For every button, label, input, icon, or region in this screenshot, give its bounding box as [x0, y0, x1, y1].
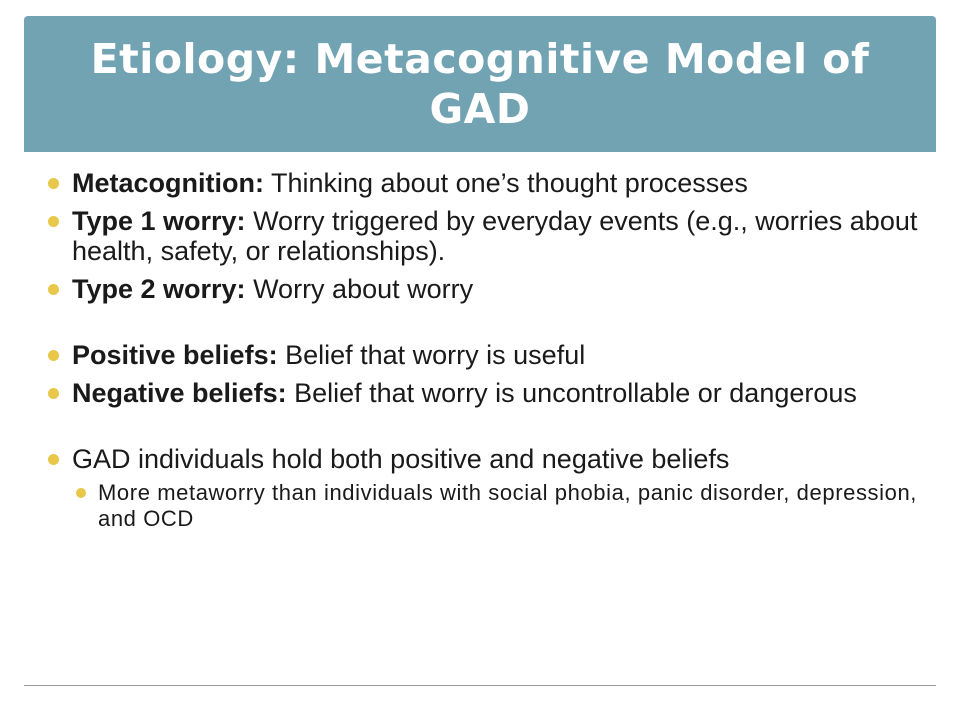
sub-bullet-text: More metaworry than individuals with social phobia, panic disorder, depression, and OCD: [98, 480, 918, 531]
bullet-text: Belief that worry is uncontrollable or dangerous: [286, 378, 857, 408]
sub-bullet-list: [72, 480, 926, 532]
bullet-term: Type 1 worry:: [72, 206, 246, 236]
bullet-gad-individuals: [46, 444, 926, 532]
slide-content: [46, 168, 926, 540]
sub-bullet-dot-icon: [76, 488, 86, 498]
bullet-term: Positive beliefs:: [72, 340, 278, 370]
bullet-term: Negative beliefs:: [72, 378, 287, 408]
bullet-text: GAD individuals hold both positive and negative beliefs: [72, 444, 730, 474]
bullet-type2-worry: [46, 274, 926, 304]
bullet-negative-beliefs: [46, 378, 926, 408]
bullet-positive-beliefs: [46, 340, 926, 370]
sub-bullet-metaworry: [72, 480, 926, 532]
bullet-type1-worry: [46, 206, 926, 266]
bullet-term: Metacognition:: [72, 168, 264, 198]
bullet-dot-icon: [48, 454, 59, 465]
bullet-text: Worry about worry: [245, 274, 474, 304]
bullet-dot-icon: [48, 284, 59, 295]
bullet-text: Thinking about one’s thought processes: [263, 168, 748, 198]
bullet-dot-icon: [48, 388, 59, 399]
bullet-list: [46, 168, 926, 532]
bullet-dot-icon: [48, 350, 59, 361]
bullet-text: Worry triggered by everyday events (e.g., worries about health, safety, or relationships).: [72, 206, 918, 266]
title-banner: [24, 16, 936, 152]
bullet-dot-icon: [48, 216, 59, 227]
bullet-term: Type 2 worry:: [72, 274, 246, 304]
footer-divider: [24, 685, 936, 686]
bullet-metacognition: [46, 168, 926, 198]
bullet-text: Belief that worry is useful: [277, 340, 586, 370]
bullet-dot-icon: [48, 178, 59, 189]
slide-title: Etiology: Metacognitive Model of GAD: [90, 35, 870, 133]
